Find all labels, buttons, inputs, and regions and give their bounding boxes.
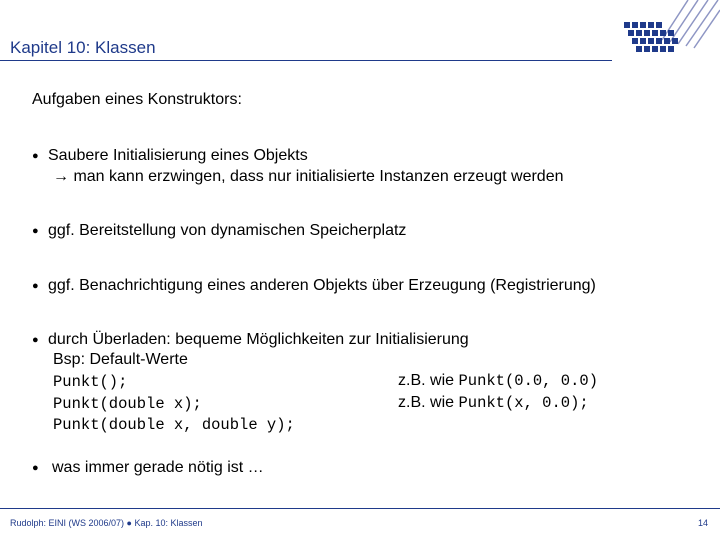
page-title: Kapitel 10: Klassen	[10, 38, 156, 57]
bullet-text: ggf. Benachrichtigung eines anderen Objekts über Erzeugung (Registrierung)	[48, 277, 596, 294]
code-line: Punkt();	[53, 373, 128, 391]
bullet-item-ueberladen	[32, 330, 469, 350]
slide-subtitle: Aufgaben eines Konstruktors:	[32, 91, 242, 108]
footer-divider	[0, 508, 720, 509]
bullet-text: Saubere Initialisierung eines Objekts	[48, 147, 308, 164]
bullet-icon: ●	[32, 334, 39, 346]
header-divider	[0, 60, 612, 61]
example-code: Punkt(x, 0.0);	[458, 394, 589, 412]
bullet-item-speicherplatz	[32, 221, 406, 241]
bullet-icon: ●	[32, 462, 39, 474]
bullet-text: durch Überladen: bequeme Möglichkeiten zur Initialisierung	[48, 331, 469, 348]
bullet-icon: ●	[32, 150, 39, 162]
code-line: Punkt(double x, double y);	[53, 416, 295, 434]
bullet-item-initialisierung	[32, 146, 308, 166]
example-code: Punkt(0.0, 0.0)	[458, 372, 598, 390]
bullet-item-noetig	[32, 458, 264, 478]
bullet-icon: ●	[32, 225, 39, 237]
example-prefix: z.B. wie	[398, 372, 455, 389]
bullet-continuation: → man kann erzwingen, dass nur initialisierte Instanzen erzeugt werden	[53, 168, 564, 185]
bullet-text: ggf. Bereitstellung von dynamischen Speicherplatz	[48, 222, 407, 239]
bullet-item-benachrichtigung	[32, 276, 596, 296]
bullet-text: was immer gerade nötig ist …	[52, 459, 264, 476]
example-annotation	[398, 371, 598, 391]
example-heading: Bsp: Default-Werte	[53, 351, 188, 368]
code-line: Punkt(double x);	[53, 395, 202, 413]
example-annotation	[398, 393, 589, 413]
footer-caption: Rudolph: EINI (WS 2006/07) ● Kap. 10: Klassen	[10, 518, 203, 528]
page-number: 14	[697, 518, 708, 528]
example-prefix: z.B. wie	[398, 394, 455, 411]
university-grid-logo-icon	[618, 0, 720, 64]
bullet-icon: ●	[32, 280, 39, 292]
